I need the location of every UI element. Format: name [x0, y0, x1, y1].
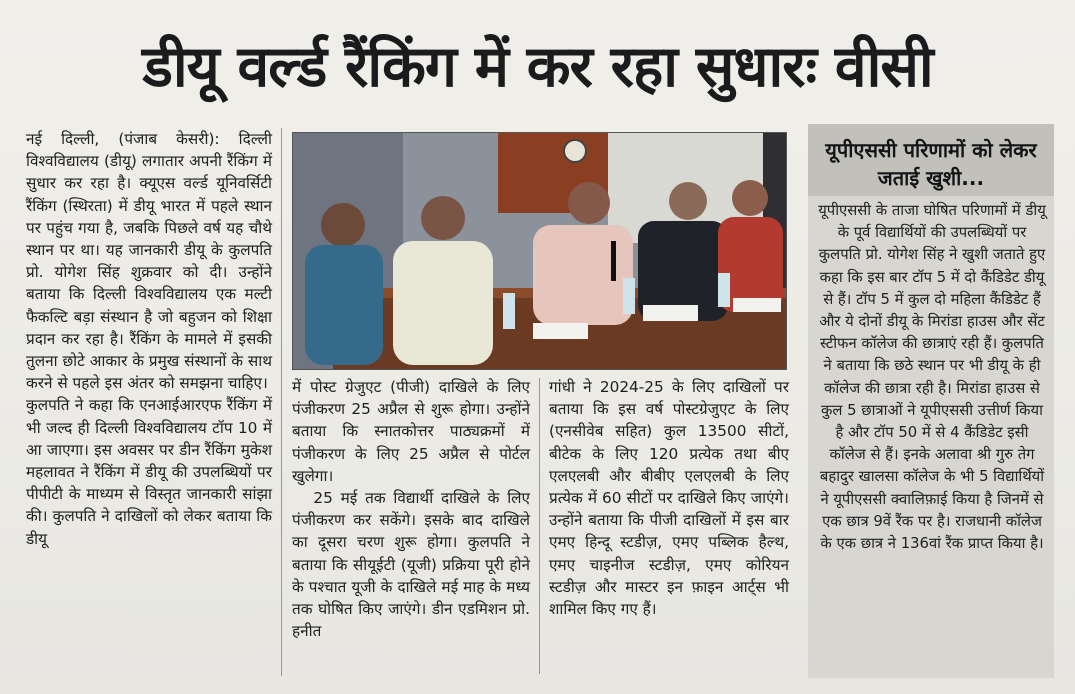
sidebar-body: यूपीएससी के ताजा घोषित परिणामों में डीयू के पूर्व विद्यार्थियों की उपलब्धियों पर कुलपति प्रो. योगेश सिंह ने खुशी जताते हुए कहा कि इस बार टॉप 5 में दो कैंडिडेट डीयू से हैं। टॉप 5 में कुल दो महिला कैंडिडेट हैं और ये दोनों डीयू के मिरांडा हाउस और सेंट स्टीफन कॉलेज की छात्राएं रही हैं। कुलपति ने बताया कि छठे स्थान पर भी डीयू के ही कॉलेज की छात्रा रही है। मिरांडा हाउस से कुल 5 छात्राओं ने यूपीएससी उत्तीर्ण किया है और टॉप 50 में से 4 कैंडिडेट इसी कॉलेज से हैं। इनके अलावा श्री गुरु तेग बहादुर खालसा कॉलेज के भी 5 विद्यार्थियों ने यूपीएससी क्वालिफ़ाई किया है जिनमें से एक छात्र 9वें रैंक पर है। राजधानी कॉलेज के एक छात्र ने 136वां रैंक प्राप्त किया है।	[818, 202, 1046, 553]
column-divider	[539, 378, 540, 674]
person-2-body	[393, 241, 493, 365]
person-3-head	[568, 182, 610, 224]
person-3-body	[533, 225, 633, 325]
water-bottle	[718, 273, 730, 307]
person-2-head	[421, 196, 465, 240]
name-plate	[533, 323, 588, 339]
article-column-3	[549, 376, 789, 676]
microphone-icon	[611, 241, 616, 281]
water-bottle	[623, 278, 635, 314]
column-paragraph: 25 मई तक विद्यार्थी दाखिले के लिए पंजीकरण कर सकेंगे। इसके बाद दाखिले का दूसरा चरण शुरू होगा। कुलपति ने बताया कि सीयूईटी (यूजी) प्रक्रिया पूरी होने के पश्चात यूजी के दाखिले मई माह के मध्य तक घोषित किए जाएंगे। डीन एडमिशन प्रो. हनीत	[292, 489, 530, 641]
article-column-1	[26, 128, 272, 680]
column-paragraph: कुलपति ने कहा कि एनआईआरएफ रैंकिंग में भी जल्द ही दिल्ली विश्वविद्यालय टॉप 10 में आ जाएगा। इस अवसर पर डीन रैंकिंग मुकेश महलावत ने रैंकिंग में डीयू की उपलब्धियों पर पीपीटी के माध्यम से विस्तृत जानकारी सांझा की। कुलपति ने दाखिलों को लेकर बताया कि डीयू	[26, 396, 272, 548]
article-column-2	[292, 376, 530, 676]
person-5-head	[732, 180, 768, 216]
person-1-body	[305, 245, 383, 365]
press-conference-photo	[292, 132, 787, 370]
person-1-head	[321, 203, 365, 247]
column-paragraph: नई दिल्ली, (पंजाब केसरी): दिल्ली विश्वविद्यालय (डीयू) लगातार अपनी रैंकिंग में सुधार कर रहा है। क्यूएस वर्ल्ड यूनिवर्सिटी रैंकिंग (स्थिरता) में डीयू भारत में पहले स्थान पर पहुंच गया है, जबकि पिछले वर्ष यह चौथे स्थान पर था। यह जानकारी डीयू के कुलपति प्रो. योगेश सिंह शुक्रवार को दी। उन्होंने बताया कि दिल्ली विश्वविद्यालय एक मल्टी फैकल्टि बड़ा संस्थान है जो बहुजन को शिक्षा प्रदान कर रहा है। रैंकिंग के मामले में इसकी तुलना छोटे आकार के प्रमुख संस्थानों के साथ करने से पहले इस अंतर को समझना चाहिए।	[26, 130, 272, 393]
sidebar-header	[808, 124, 1054, 196]
sidebar-box	[808, 124, 1054, 678]
headline: डीयू वर्ल्ड रैंकिंग में कर रहा सुधारः वीसी	[142, 34, 933, 100]
name-plate	[643, 305, 698, 321]
person-4-head	[669, 182, 707, 220]
photo-illustration	[293, 133, 786, 369]
column-paragraph: गांधी ने 2024-25 के लिए दाखिलों पर बताया कि इस वर्ष पोस्टग्रेजुएट के लिए (एनसीवेब सहित) कुल 13500 सीटों, बीटेक के लिए 120 प्रत्येक तथा बीए एलएलबी और बीबीए एलएलबी के लिए प्रत्येक में 60 सीटों पर दाखिले किए जाएंगे। उन्होंने बताया कि पीजी दाखिलों में इस बार एमए हिन्दू स्टडीज़, एमए पब्लिक हैल्थ, एमए चाइनीज स्टडीज़, एमए कोरियन स्टडीज़ और मास्टर इन फ़ाइन आर्ट्स भी शामिल किए गए हैं।	[549, 378, 789, 619]
water-bottle	[503, 293, 515, 329]
column-paragraph: में पोस्ट ग्रेजुएट (पीजी) दाखिले के लिए पंजीकरण 25 अप्रैल से शुरू होगा। उन्होंने बताया कि स्नातकोत्तर पाठ्यक्रमों में पंजीकरण के लिए 25 अप्रैल से पोर्टल खुलेगा।	[292, 378, 530, 485]
column-divider	[281, 128, 282, 676]
name-plate	[733, 298, 781, 312]
sidebar-title: यूपीएससी परिणामों को लेकर जताई खुशी...	[825, 138, 1037, 190]
clock-icon	[564, 140, 586, 162]
